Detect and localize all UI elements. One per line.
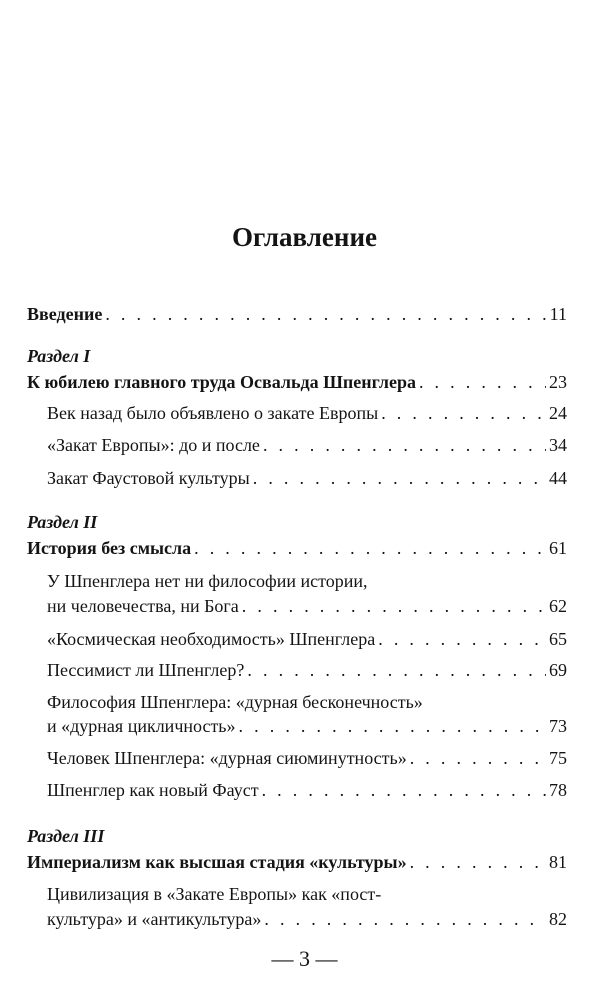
section-label-1: Раздел I [27,346,91,366]
toc-entry-page: 24 [549,403,567,423]
toc-entry[interactable] [47,907,567,931]
toc-entry-first-line: У Шпенглера нет ни философии истории, [47,571,368,591]
toc-entry-page: 73 [549,716,567,736]
toc-entry-title: Закат Фаустовой культуры [47,468,250,488]
toc-entry-title: Введение [27,304,103,324]
toc-entry-title: «Закат Европы»: до и после [47,435,260,455]
dot-leader [239,714,546,738]
toc-entry-first-line: Философия Шпенглера: «дурная бесконечность» [47,692,423,712]
dot-leader [242,594,546,618]
dot-leader [381,401,546,425]
toc-entry[interactable] [47,658,567,682]
section-label-3: Раздел III [27,826,105,846]
toc-entry-title: «Космическая необходимость» Шпенглера [47,629,376,649]
dot-leader [247,658,546,682]
toc-entry-page: 11 [549,304,567,324]
toc-entry[interactable] [47,714,567,738]
toc-section-heading-3[interactable] [27,850,567,874]
page-number: — 3 — [271,946,338,971]
section-label-2: Раздел II [27,512,98,532]
dot-leader [410,746,546,770]
toc-entry-page: 65 [549,629,567,649]
toc-entry-title: Империализм как высшая стадия «культуры» [27,852,407,872]
dot-leader [263,433,546,457]
toc-entry-title: К юбилею главного труда Освальда Шпенглера [27,372,416,392]
page-title: Оглавление [232,222,377,252]
toc-entry-page: 78 [549,780,567,800]
toc-entry-title: Шпенглер как новый Фауст [47,780,259,800]
toc-entry-page: 44 [549,468,567,488]
toc-entry-title: и «дурная цикличность» [47,716,236,736]
dot-leader [410,850,546,874]
toc-entry-page: 81 [549,852,567,872]
toc-entry-introduction[interactable] [27,302,567,326]
toc-entry-title: ни человечества, ни Бога [47,596,239,616]
toc-entry-page: 61 [549,538,567,558]
toc-entry-first-line: Цивилизация в «Закате Европы» как «пост- [47,884,382,904]
toc-entry[interactable] [47,466,567,490]
toc-entry-title: Человек Шпенглера: «дурная сиюминутность» [47,748,407,768]
toc-entry-page: 23 [549,372,567,392]
toc-entry-title: культура» и «антикультура» [47,909,262,929]
toc-entry-page: 69 [549,660,567,680]
toc-entry-title: История без смысла [27,538,192,558]
toc-entry-title: Век назад было объявлено о закате Европы [47,403,379,423]
toc-section-heading-1[interactable] [27,370,567,394]
dot-leader [253,466,546,490]
toc-entry-page: 34 [549,435,567,455]
toc-entry-page: 82 [549,909,567,929]
dot-leader [262,778,546,802]
toc-entry[interactable] [47,433,567,457]
toc-entry[interactable] [47,401,567,425]
toc-entry[interactable] [47,594,567,618]
dot-leader [264,907,546,931]
toc-entry[interactable] [47,778,567,802]
toc-section-heading-2[interactable] [27,536,567,560]
dot-leader [194,536,546,560]
toc-entry-page: 62 [549,596,567,616]
dot-leader [378,627,546,651]
dot-leader [105,302,546,326]
toc-entry[interactable] [47,746,567,770]
toc-entry-page: 75 [549,748,567,768]
toc-entry[interactable] [47,627,567,651]
dot-leader [419,370,546,394]
toc-entry-title: Пессимист ли Шпенглер? [47,660,245,680]
